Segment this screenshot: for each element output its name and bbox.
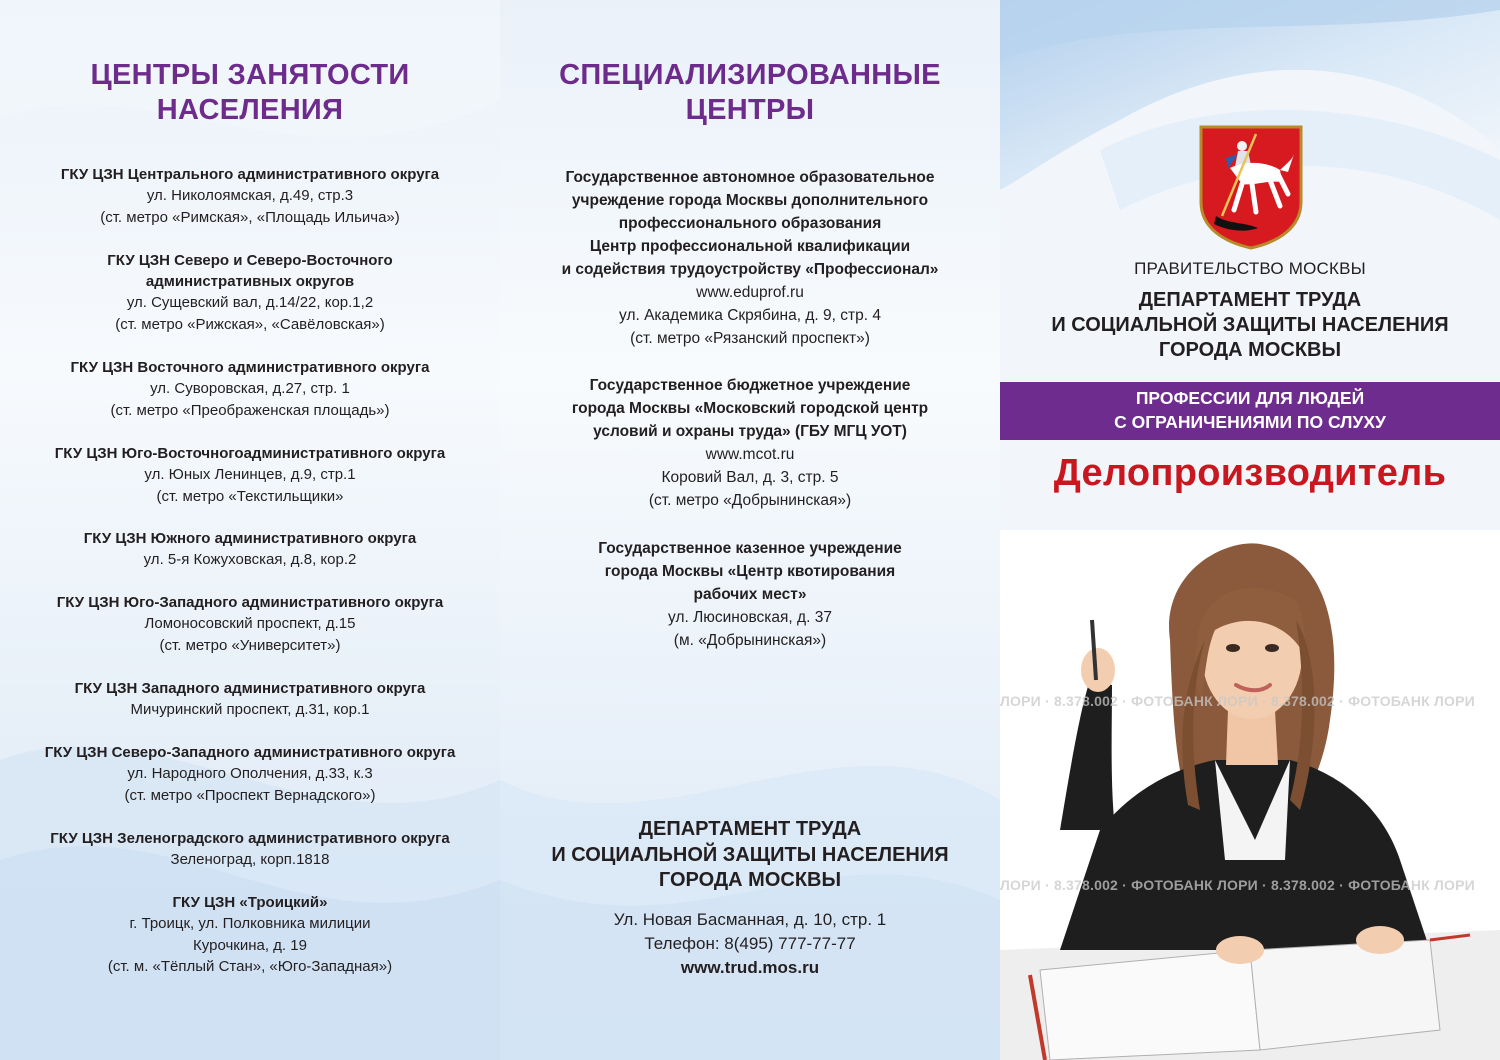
center-name: ГКУ ЦЗН «Троицкий» [172, 894, 328, 911]
center-address: Коровий Вал, д. 3, стр. 5 [661, 469, 839, 486]
center-name: и содействия трудоустройству «Профессионал» [561, 261, 939, 278]
center-entry [0, 742, 500, 806]
center-address: Курочкина, д. 19 [193, 936, 307, 954]
center-entry [0, 592, 500, 656]
center-metro: (ст. метро «Римская», «Площадь Ильича») [100, 208, 400, 226]
center-name: профессионального образования [618, 215, 882, 232]
department-name-line: ДЕПАРТАМЕНТ ТРУДА [638, 818, 862, 840]
center-name: рабочих мест» [693, 586, 807, 603]
center-name: ГКУ ЦЗН Зеленоградского административного округа [50, 830, 450, 847]
department-title [1020, 288, 1480, 363]
center-metro: (ст. метро «Добрынинская») [648, 492, 852, 509]
specialized-centers-panel [500, 0, 1000, 1060]
title-line: ЦЕНТРЫ ЗАНЯТОСТИ [90, 59, 410, 91]
center-name: города Москвы «Центр квотирования [604, 563, 896, 580]
department-phone: Телефон: 8(495) 777-77-77 [644, 933, 856, 953]
profession-title: Делопроизводитель [1053, 452, 1447, 494]
watermark-text: ЛОРИ · 8.378.002 · ФОТОБАНК ЛОРИ · 8.378.002 · ФОТОБАНК ЛОРИ [1000, 877, 1475, 893]
center-address: Ломоносовский проспект, д.15 [144, 615, 356, 632]
center-name: ГКУ ЦЗН Северо-Западного административного округа [44, 744, 456, 761]
center-metro: (ст. м. «Тёплый Стан», «Юго-Западная») [107, 958, 393, 975]
center-name: Государственное автономное образовательное [565, 169, 935, 186]
center-metro: (м. «Добрынинская») [673, 632, 827, 649]
category-band-text [1000, 386, 1500, 434]
center-name: ГКУ ЦЗН Центрального административного округа [60, 166, 440, 183]
watermark-text: ЛОРИ · 8.378.002 · ФОТОБАНК ЛОРИ · 8.378.002 · ФОТОБАНК ЛОРИ [1000, 693, 1475, 709]
center-address: ул. Народного Ополчения, д.33, к.3 [127, 765, 373, 782]
center-entry [0, 678, 500, 721]
center-metro: (ст. метро «Рязанский проспект») [630, 330, 870, 347]
center-metro: (ст. метро «Рижская», «Савёловская») [115, 315, 385, 333]
title-line: СПЕЦИАЛИЗИРОВАННЫЕ [559, 59, 941, 91]
center-address: ул. Суворовская, д.27, стр. 1 [150, 380, 350, 397]
specialized-center-entry [500, 374, 1000, 512]
center-address: ул. Люсиновская, д. 37 [668, 609, 832, 626]
center-website-link[interactable]: www.eduprof.ru [696, 284, 804, 301]
specialized-centers-title [500, 58, 1000, 128]
center-name: ГКУ ЦЗН Юго-Западного административного округа [56, 594, 444, 611]
center-entry [0, 357, 500, 421]
center-name: ГКУ ЦЗН Северо и Северо-Восточного [107, 252, 393, 269]
center-name: ГКУ ЦЗН Западного административного округа [74, 680, 426, 697]
center-metro: (ст. метро «Университет») [159, 636, 341, 654]
employment-centers-panel [0, 0, 500, 1060]
department-contacts [500, 817, 1000, 980]
center-address: ул. Академика Скрябина, д. 9, стр. 4 [619, 307, 881, 324]
center-name: ГКУ ЦЗН Юго-Восточногоадминистративного округа [54, 445, 446, 462]
center-address: г. Троицк, ул. Полковника милиции [129, 915, 371, 932]
center-entry [0, 892, 500, 978]
center-entry [0, 443, 500, 507]
title-line: ЦЕНТРЫ [685, 94, 815, 126]
specialized-center-entry [500, 166, 1000, 350]
center-website-link[interactable]: www.mcot.ru [705, 446, 795, 463]
center-address: ул. 5-я Кожуховская, д.8, кор.2 [143, 551, 357, 568]
department-name-line: И СОЦИАЛЬНОЙ ЗАЩИТЫ НАСЕЛЕНИЯ [551, 843, 949, 866]
center-metro: (ст. метро «Текстильщики» [156, 487, 344, 505]
center-name: Государственное казенное учреждение [598, 540, 902, 557]
center-name: учреждение города Москвы дополнительного [571, 192, 929, 209]
center-address: ул. Сущевский вал, д.14/22, кор.1,2 [126, 294, 374, 311]
center-address: Мичуринский проспект, д.31, кор.1 [130, 701, 370, 718]
center-metro: (ст. метро «Проспект Вернадского») [124, 786, 376, 804]
department-title-line: ГОРОДА МОСКВЫ [1158, 339, 1342, 361]
center-name: Центр профессиональной квалификации [589, 238, 911, 255]
center-name: Государственное бюджетное учреждение [589, 377, 911, 394]
center-entry [0, 528, 500, 571]
government-label: ПРАВИТЕЛЬСТВО МОСКВЫ [1134, 259, 1366, 278]
center-name: города Москвы «Московский городской центр [571, 400, 929, 417]
department-address: Ул. Новая Басманная, д. 10, стр. 1 [613, 909, 887, 929]
center-name: условий и охраны труда» (ГБУ МГЦ УОТ) [593, 423, 907, 440]
center-address: Зеленоград, корп.1818 [170, 851, 330, 868]
department-name-line: ГОРОДА МОСКВЫ [658, 869, 842, 891]
woman-at-desk-photo [1000, 530, 1500, 1060]
brochure-cover-panel [1000, 0, 1500, 1060]
band-line: ПРОФЕССИИ ДЛЯ ЛЮДЕЙ [1135, 388, 1365, 408]
employment-centers-title [0, 58, 500, 128]
title-line: НАСЕЛЕНИЯ [156, 94, 344, 126]
center-entry [0, 828, 500, 871]
center-name: ГКУ ЦЗН Южного административного округа [83, 530, 417, 547]
moscow-coat-of-arms-icon [1198, 124, 1304, 250]
center-metro: (ст. метро «Преображенская площадь») [110, 401, 390, 419]
center-address: ул. Николоямская, д.49, стр.3 [146, 187, 354, 204]
department-title-line: И СОЦИАЛЬНОЙ ЗАЩИТЫ НАСЕЛЕНИЯ [1051, 314, 1449, 336]
center-name: административных округов [145, 273, 355, 290]
specialized-center-entry [500, 537, 1000, 652]
department-title-line: ДЕПАРТАМЕНТ ТРУДА [1138, 289, 1362, 311]
center-address: ул. Юных Ленинцев, д.9, стр.1 [144, 466, 356, 483]
department-website-link[interactable]: www.trud.mos.ru [680, 957, 820, 977]
category-band [1000, 382, 1500, 440]
center-entry [0, 164, 500, 228]
center-entry [0, 250, 500, 335]
band-line: С ОГРАНИЧЕНИЯМИ ПО СЛУХУ [1114, 412, 1386, 432]
center-name: ГКУ ЦЗН Восточного административного округа [70, 359, 430, 376]
